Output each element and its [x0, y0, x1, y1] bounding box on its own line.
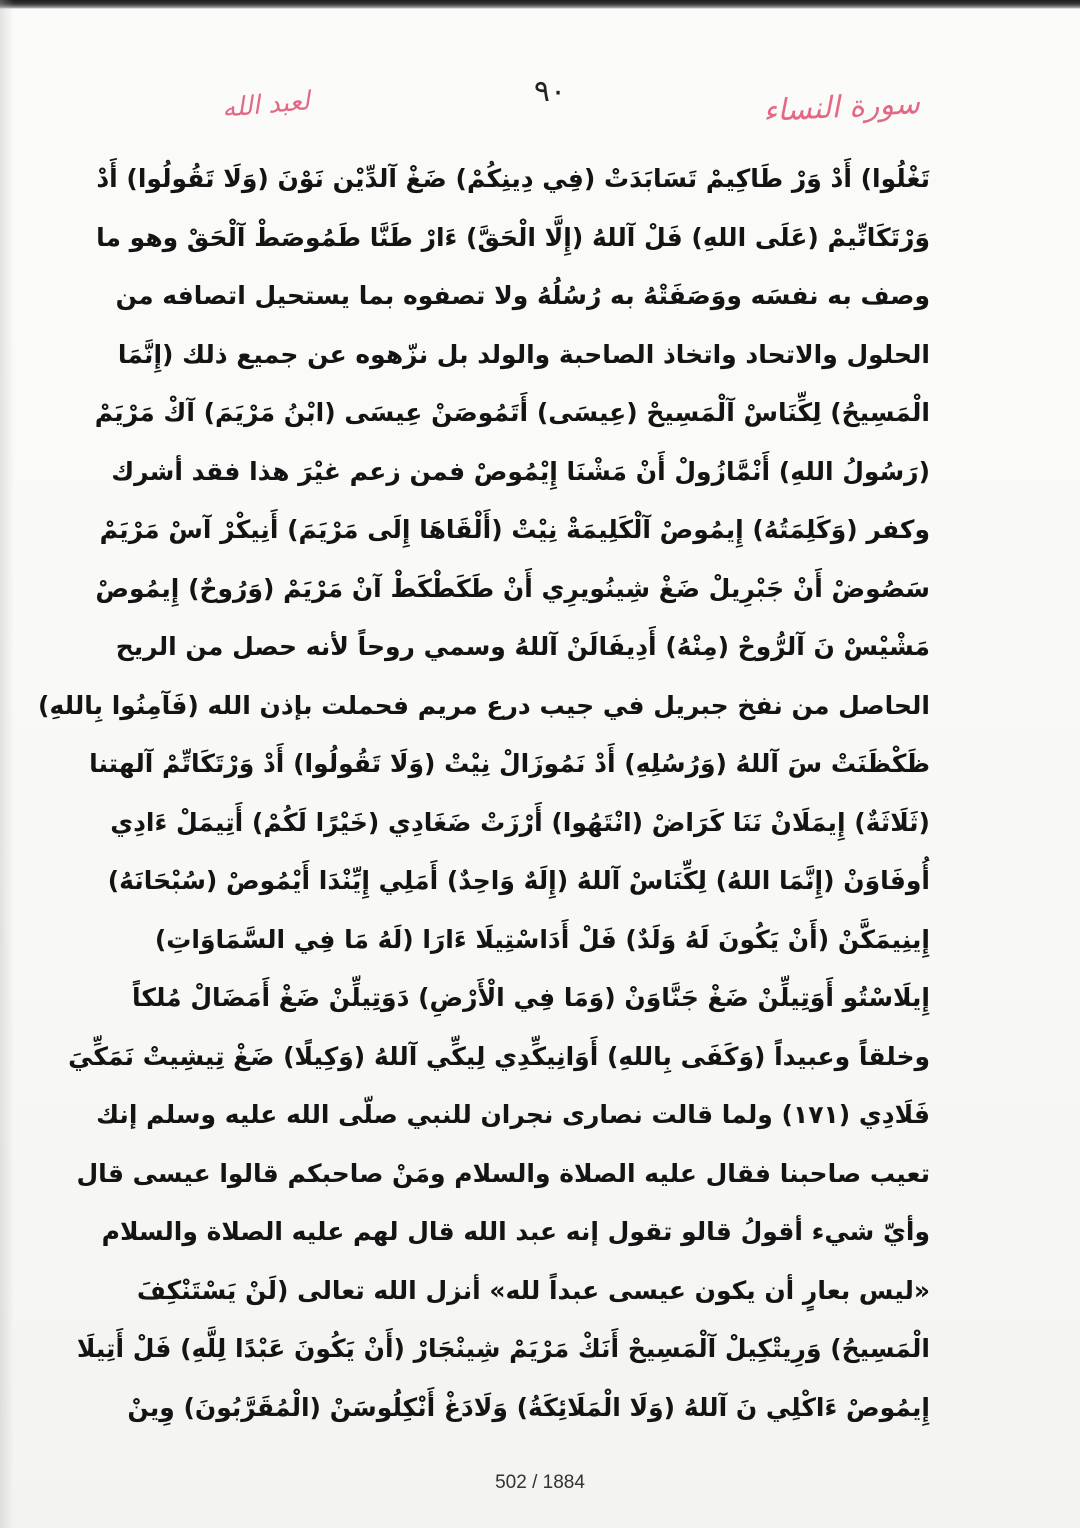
- text-line: الحلول والاتحاد واتخاذ الصاحبة والولد بل نزّهوه عن جميع ذلك (إِنَّمَا: [117, 339, 930, 369]
- text-line: وكفر (وَكَلِمَتُهُ) إِيمُوصْ آلْكَلِيمَةْ نِيْتْ (أَلْقَاهَا إِلَى مَرْيَمَ) أَنِيكْرْ آسْ مَرْيَمْ: [99, 515, 930, 544]
- scan-left-shadow: [0, 0, 14, 1528]
- text-line: إِيلَاسْتُو أَوَتِيلِّنْ ضَغْ جَنَّاوَنْ (وَمَا فِي الْأَرْضِ) دَوَتِيلِّنْ ضَغْ أَمَضَالْ مُلكاً: [132, 983, 930, 1012]
- text-line: إِيمُوصْ ءَاكْلِي نَ آللهُ (وَلَا الْمَلَائِكَةُ) وَلَادَغْ أَنْكِلُوسَنْ (الْمُقَرَّبُونَ) وِينْ: [127, 1392, 930, 1422]
- text-line: وصف به نفسَه ووَصَفَتْهُ به رُسُلُهُ ولا تصفوه بما يستحيل اتصافه من: [115, 281, 930, 310]
- text-line: الْمَسِيحُ) لِكِّنَاسْ آلْمَسِيحْ (عِيسَى) أَتَمُوصَنْ عِيسَى (ابْنُ مَرْيَمَ) آكْ مَرْيَمْ: [94, 398, 930, 427]
- text-line: الحاصل من نفخ جبريل في جيب درع مريم فحملت بإذن الله (فَآمِنُوا بِاللهِ): [38, 690, 930, 720]
- text-line: تَغْلُوا) أَدْ وَرْ طَاكِيمْ تَسَابَدَتْ (فِي دِينِكُمْ) ضَغْ آلدِّيْن نَوْنَ (وَلَا تَقُولُوا) أَدْ: [96, 164, 930, 193]
- text-line: الْمَسِيحُ) وَرِيتْكِيلْ آلْمَسِيحْ أَنَكْ مَرْيَمْ شِينْجَارْ (أَنْ يَكُونَ عَبْدًا لِلَّهِ) فَلْ أَتِيلَا: [76, 1334, 930, 1363]
- text-line: (رَسُولُ اللهِ) أَنْمَّازُولْ أَنْ مَشْنَا إِيْمُوصْ فمن زعم غيْرَ هذا فقد أشرك: [111, 456, 930, 486]
- text-line: ظَكْظَنَتْ سَ آللهُ (وَرُسُلِهِ) أَدْ نَمُوزَالْ نِيْتْ (وَلَا تَقُولُوا) أَدْ وَرْتَكَاتِّمْ آلهتنا: [89, 749, 930, 778]
- text-line: أُوفَاوَنْ (إِنَّمَا اللهُ) لِكِّنَاسْ آللهُ (إِلَهٌ وَاحِدٌ) أَمَلِي إِيِّنْدَا أَيْمُوصْ (سُبْحَانَهُ): [107, 866, 930, 895]
- text-line: إِينِيمَكَّنْ (أَنْ يَكُونَ لَهُ وَلَدٌ) فَلْ أَدَاسْتِيلَا ءَارَا (لَهُ مَا فِي السَّمَاوَاتِ): [154, 924, 930, 954]
- text-line: مَشْيْسْ نَ آلرُّوحْ (مِنْهُ) أَدِيفَالَنْ آللهُ وسمي روحاً لأنه حصل من الريح: [115, 632, 930, 661]
- text-line: تعيب صاحبنا فقال عليه الصلاة والسلام ومَنْ صاحبكم قالوا عيسى قال: [76, 1158, 930, 1188]
- handwritten-surah-note: سورة النساء: [762, 85, 921, 130]
- page-counter: 502 / 1884: [495, 1472, 585, 1493]
- handwritten-margin-note: لعبد الله: [220, 86, 312, 124]
- scan-top-edge: [0, 0, 1080, 9]
- text-line: (ثَلَاثَةٌ) إِيمَلَانْ نَنَا كَرَاضْ (انْتَهُوا) أَرْزَتْ ضَغَادِي (خَيْرًا لَكُمْ) أَتِيمَلْ ءَادِي: [110, 807, 930, 837]
- text-line: وأيّ شيء أقولُ قالو تقول إنه عبد الله قال لهم عليه الصلاة والسلام: [101, 1217, 930, 1246]
- text-line: «ليس بعارٍ أن يكون عيسى عبداً لله» أنزل الله تعالى (لَنْ يَسْتَنْكِفَ: [136, 1275, 930, 1305]
- text-line: سَصُوضْ أَنْ جَبْرِيلْ ضَغْ شِينُويرِي أَنْ طَكَطْكَطْ آنْ مَرْيَمْ (وَرُوحٌ) إِيمُوصْ: [95, 573, 930, 603]
- text-line: فَلَادِي (١٧١) ولما قالت نصارى نجران للنبي صلّى الله عليه وسلم إنك: [96, 1100, 930, 1129]
- page-body-text: [38, 150, 930, 1437]
- page-number: ٩٠: [533, 74, 567, 109]
- text-line: وَرْتَكَانِّيمْ (عَلَى اللهِ) فَلْ آللهُ (إِلَّا الْحَقَّ) ءَارْ طَنَّا طَمُوصَطْ آلْحَقْ وهو ما: [96, 222, 930, 252]
- text-line: وخلقاً وعبيداً (وَكَفَى بِاللهِ) أَوَانِيكِّدِي لِيكِّي آللهُ (وَكِيلًا) ضَغْ تِيشِيتْ نَمَكِّيَ: [68, 1041, 930, 1071]
